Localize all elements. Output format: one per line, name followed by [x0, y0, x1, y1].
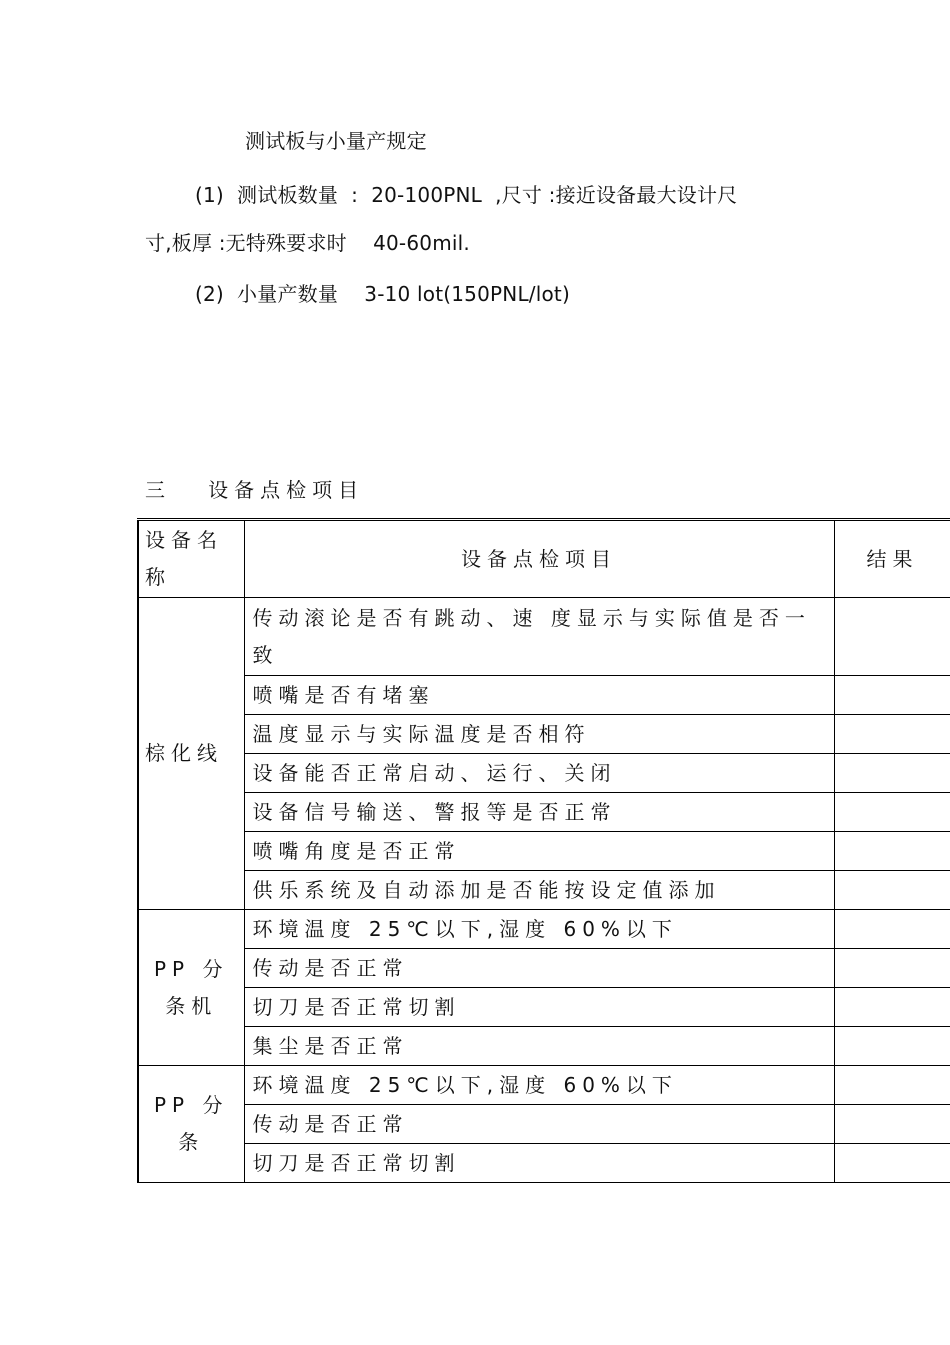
result-cell [834, 1066, 950, 1105]
inspection-item-cell: 环境温度 25℃以下,湿度 60%以下 [244, 910, 834, 949]
inspection-item-cell: 传动滚论是否有跳动、速 度显示与实际值是否一致 [244, 598, 834, 676]
result-cell [834, 949, 950, 988]
inspection-item-cell: 传动是否正常 [244, 949, 834, 988]
table-row [138, 949, 950, 988]
table-header-row [138, 520, 950, 598]
table-row [138, 598, 950, 676]
rule-item-1-line-2: 寸,板厚 :无特殊要求时 40-60mil. [145, 231, 470, 255]
header-equipment-name: 设备名称 [138, 520, 244, 598]
table-row [138, 988, 950, 1027]
table-row [138, 1105, 950, 1144]
inspection-item-cell: 环境温度 25℃以下,湿度 60%以下 [244, 1066, 834, 1105]
result-cell [834, 988, 950, 1027]
rule-item-2: (2) 小量产数量 3-10 lot(150PNL/lot) [195, 282, 570, 306]
table-row [138, 676, 950, 715]
table-row [138, 754, 950, 793]
table-row [138, 1066, 950, 1105]
equipment-name-cell: PP 分条机 [138, 910, 244, 1066]
inspection-item-cell: 喷嘴角度是否正常 [244, 832, 834, 871]
header-result: 结果 [834, 520, 950, 598]
section-title: 测试板与小量产规定 [245, 129, 427, 153]
section-heading-3: 三 设备点检项目 [145, 478, 365, 502]
table-row [138, 871, 950, 910]
table-row [138, 715, 950, 754]
equipment-name-cell: 棕化线 [138, 598, 244, 910]
result-cell [834, 598, 950, 676]
result-cell [834, 871, 950, 910]
inspection-item-cell: 切刀是否正常切割 [244, 1144, 834, 1183]
header-inspection-items: 设备点检项目 [244, 520, 834, 598]
inspection-item-cell: 温度显示与实际温度是否相符 [244, 715, 834, 754]
inspection-item-cell: 供乐系统及自动添加是否能按设定值添加 [244, 871, 834, 910]
table-row [138, 1144, 950, 1183]
result-cell [834, 754, 950, 793]
inspection-item-cell: 设备信号输送、警报等是否正常 [244, 793, 834, 832]
inspection-table [137, 518, 950, 1183]
table-row [138, 1027, 950, 1066]
result-cell [834, 1144, 950, 1183]
table-row [138, 910, 950, 949]
equipment-name-cell: PP 分条 [138, 1066, 244, 1183]
result-cell [834, 1027, 950, 1066]
result-cell [834, 715, 950, 754]
inspection-item-cell: 传动是否正常 [244, 1105, 834, 1144]
inspection-item-cell: 切刀是否正常切割 [244, 988, 834, 1027]
result-cell [834, 676, 950, 715]
result-cell [834, 1105, 950, 1144]
result-cell [834, 910, 950, 949]
inspection-item-cell: 喷嘴是否有堵塞 [244, 676, 834, 715]
result-cell [834, 832, 950, 871]
result-cell [834, 793, 950, 832]
table-row [138, 832, 950, 871]
rule-item-1-line-1: (1) 测试板数量 : 20-100PNL ,尺寸 :接近设备最大设计尺 [195, 183, 738, 207]
inspection-item-cell: 设备能否正常启动、运行、关闭 [244, 754, 834, 793]
table-row [138, 793, 950, 832]
inspection-item-cell: 集尘是否正常 [244, 1027, 834, 1066]
